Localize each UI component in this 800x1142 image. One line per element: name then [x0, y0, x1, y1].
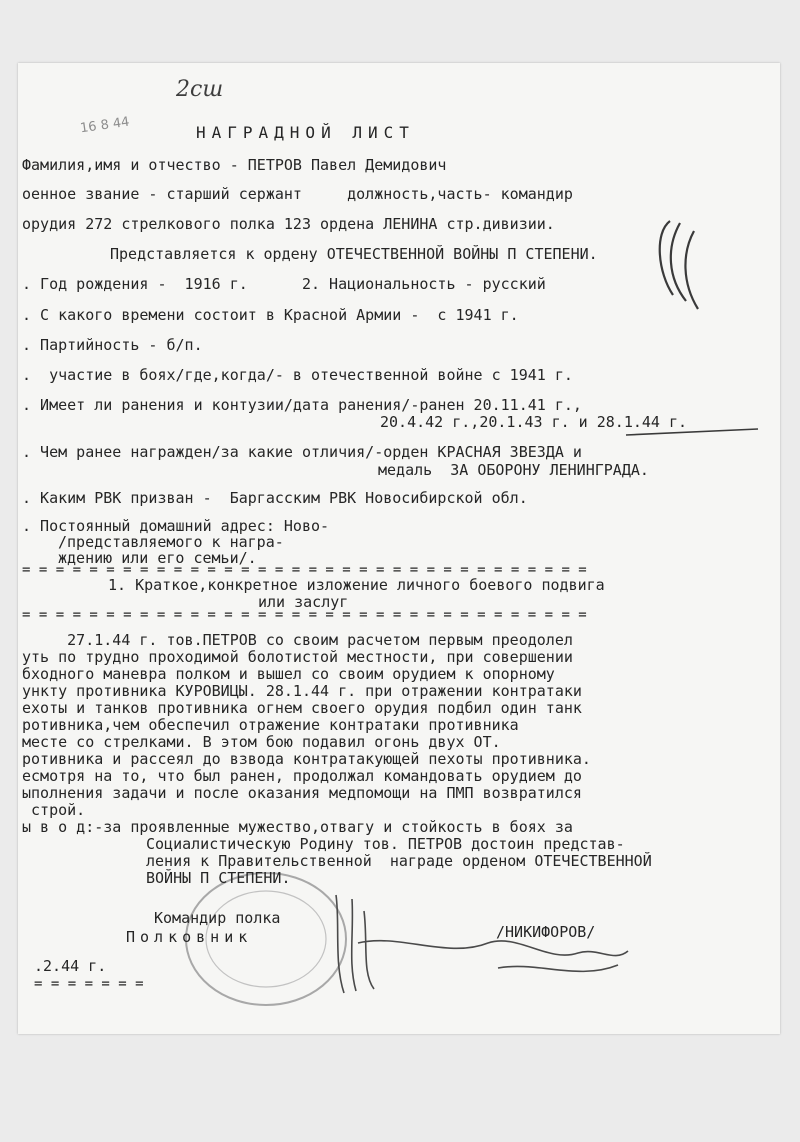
- body-line: ротивника и рассеял до взвода контратакующей пехоты противника.: [22, 750, 591, 768]
- rank-line: оенное звание - старший сержант должность,часть- командир: [22, 185, 573, 203]
- birth-line: . Год рождения - 1916 г. 2. Национальность - русский: [22, 275, 546, 293]
- document-title: НАГРАДНОЙ ЛИСТ: [196, 123, 415, 142]
- award-sheet: [18, 63, 780, 1034]
- award-line: Представляется к ордену ОТЕЧЕСТВЕННОЙ ВОЙНЫ П СТЕПЕНИ.: [110, 245, 598, 263]
- wounds-line-1: . Имеет ли ранения и контузии/дата ранения/-ранен 20.11.41 г.,: [22, 396, 582, 414]
- conclusion-line-2: Социалистическую Родину тов. ПЕТРОВ достоин представ-: [146, 835, 625, 853]
- body-line: уть по трудно проходимой болотистой местности, при совершении: [22, 648, 573, 666]
- margin-note: 2сш: [176, 77, 224, 102]
- commander-rank: Полковник: [126, 928, 253, 946]
- commander-title: Командир полка: [154, 909, 281, 927]
- address-line-1: . Постоянный домашний адрес: Ново-: [22, 517, 330, 535]
- body-line: ротивника,чем обеспечил отражение контратаки противника: [22, 716, 519, 734]
- prev-awards-line-1: . Чем ранее награжден/за какие отличия/-орден КРАСНАЯ ЗВЕЗДА и: [22, 443, 582, 461]
- body-line: ункту противника КУРОВИЦЫ. 28.1.44 г. при отражении контратаки: [22, 682, 582, 700]
- wounds-line-2: 20.4.42 г.,20.1.43 г. и 28.1.44 г.: [380, 413, 688, 431]
- rvk-line: . Каким РВК призван - Баргасским РВК Новосибирской обл.: [22, 489, 528, 507]
- commander-name: /НИКИФОРОВ/: [496, 923, 596, 941]
- army-line: . С какого времени состоит в Красной Армии - с 1941 г.: [22, 306, 519, 324]
- body-line: ыполнения задачи и после оказания медпомощи на ПМП возвратился: [22, 784, 582, 802]
- name-line: Фамилия,имя и отчество - ПЕТРОВ Павел Демидович: [22, 156, 447, 174]
- body-line: бходного маневра полком и вышел со своим орудием к опорному: [22, 665, 555, 683]
- receipt-stamp: 16 8 44: [79, 114, 131, 137]
- conclusion-line-4: ВОЙНЫ П СТЕПЕНИ.: [146, 869, 291, 887]
- unit-line: орудия 272 стрелкового полка 123 ордена ЛЕНИНА стр.дивизии.: [22, 215, 555, 233]
- party-line: . Партийность - б/п.: [22, 336, 203, 354]
- summary-heading-2: или заслуг: [258, 593, 349, 611]
- body-line: 27.1.44 г. тов.ПЕТРОВ со своим расчетом первым преодолел: [22, 631, 573, 649]
- address-line-2: /представляемого к награ-: [58, 533, 284, 551]
- separator-top: = = = = = = = = = = = = = = = = = = = = = = = = = = = = = = = = = =: [22, 562, 587, 578]
- body-line: ехоты и танков противника огнем своего орудия подбил один танк: [22, 699, 582, 717]
- body-line: строй.: [22, 801, 86, 819]
- body-line: месте со стрелками. В этом бою подавил огонь двух ОТ.: [22, 733, 501, 751]
- battles-line: . участие в боях/где,когда/- в отечественной войне с 1941 г.: [22, 366, 573, 384]
- document-date: .2.44 г.: [34, 957, 107, 975]
- separator-bottom: = = = = = = = = = = = = = = = = = = = = = = = = = = = = = = = = = =: [22, 607, 587, 623]
- summary-heading-1: 1. Краткое,конкретное изложение личного боевого подвига: [108, 576, 605, 594]
- conclusion-line-3: ления к Правительственной награде орденом ОТЕЧЕСТВЕННОЙ: [146, 852, 652, 870]
- date-separator: = = = = = = =: [34, 976, 144, 992]
- conclusion-line-1: ы в о д:-за проявленные мужество,отвагу и стойкость в боях за: [22, 818, 573, 836]
- body-line: есмотря на то, что был ранен, продолжал командовать орудием до: [22, 767, 582, 785]
- address-line-3: ждению или его семьи/.: [58, 549, 257, 567]
- prev-awards-line-2: медаль ЗА ОБОРОНУ ЛЕНИНГРАДА.: [378, 461, 649, 479]
